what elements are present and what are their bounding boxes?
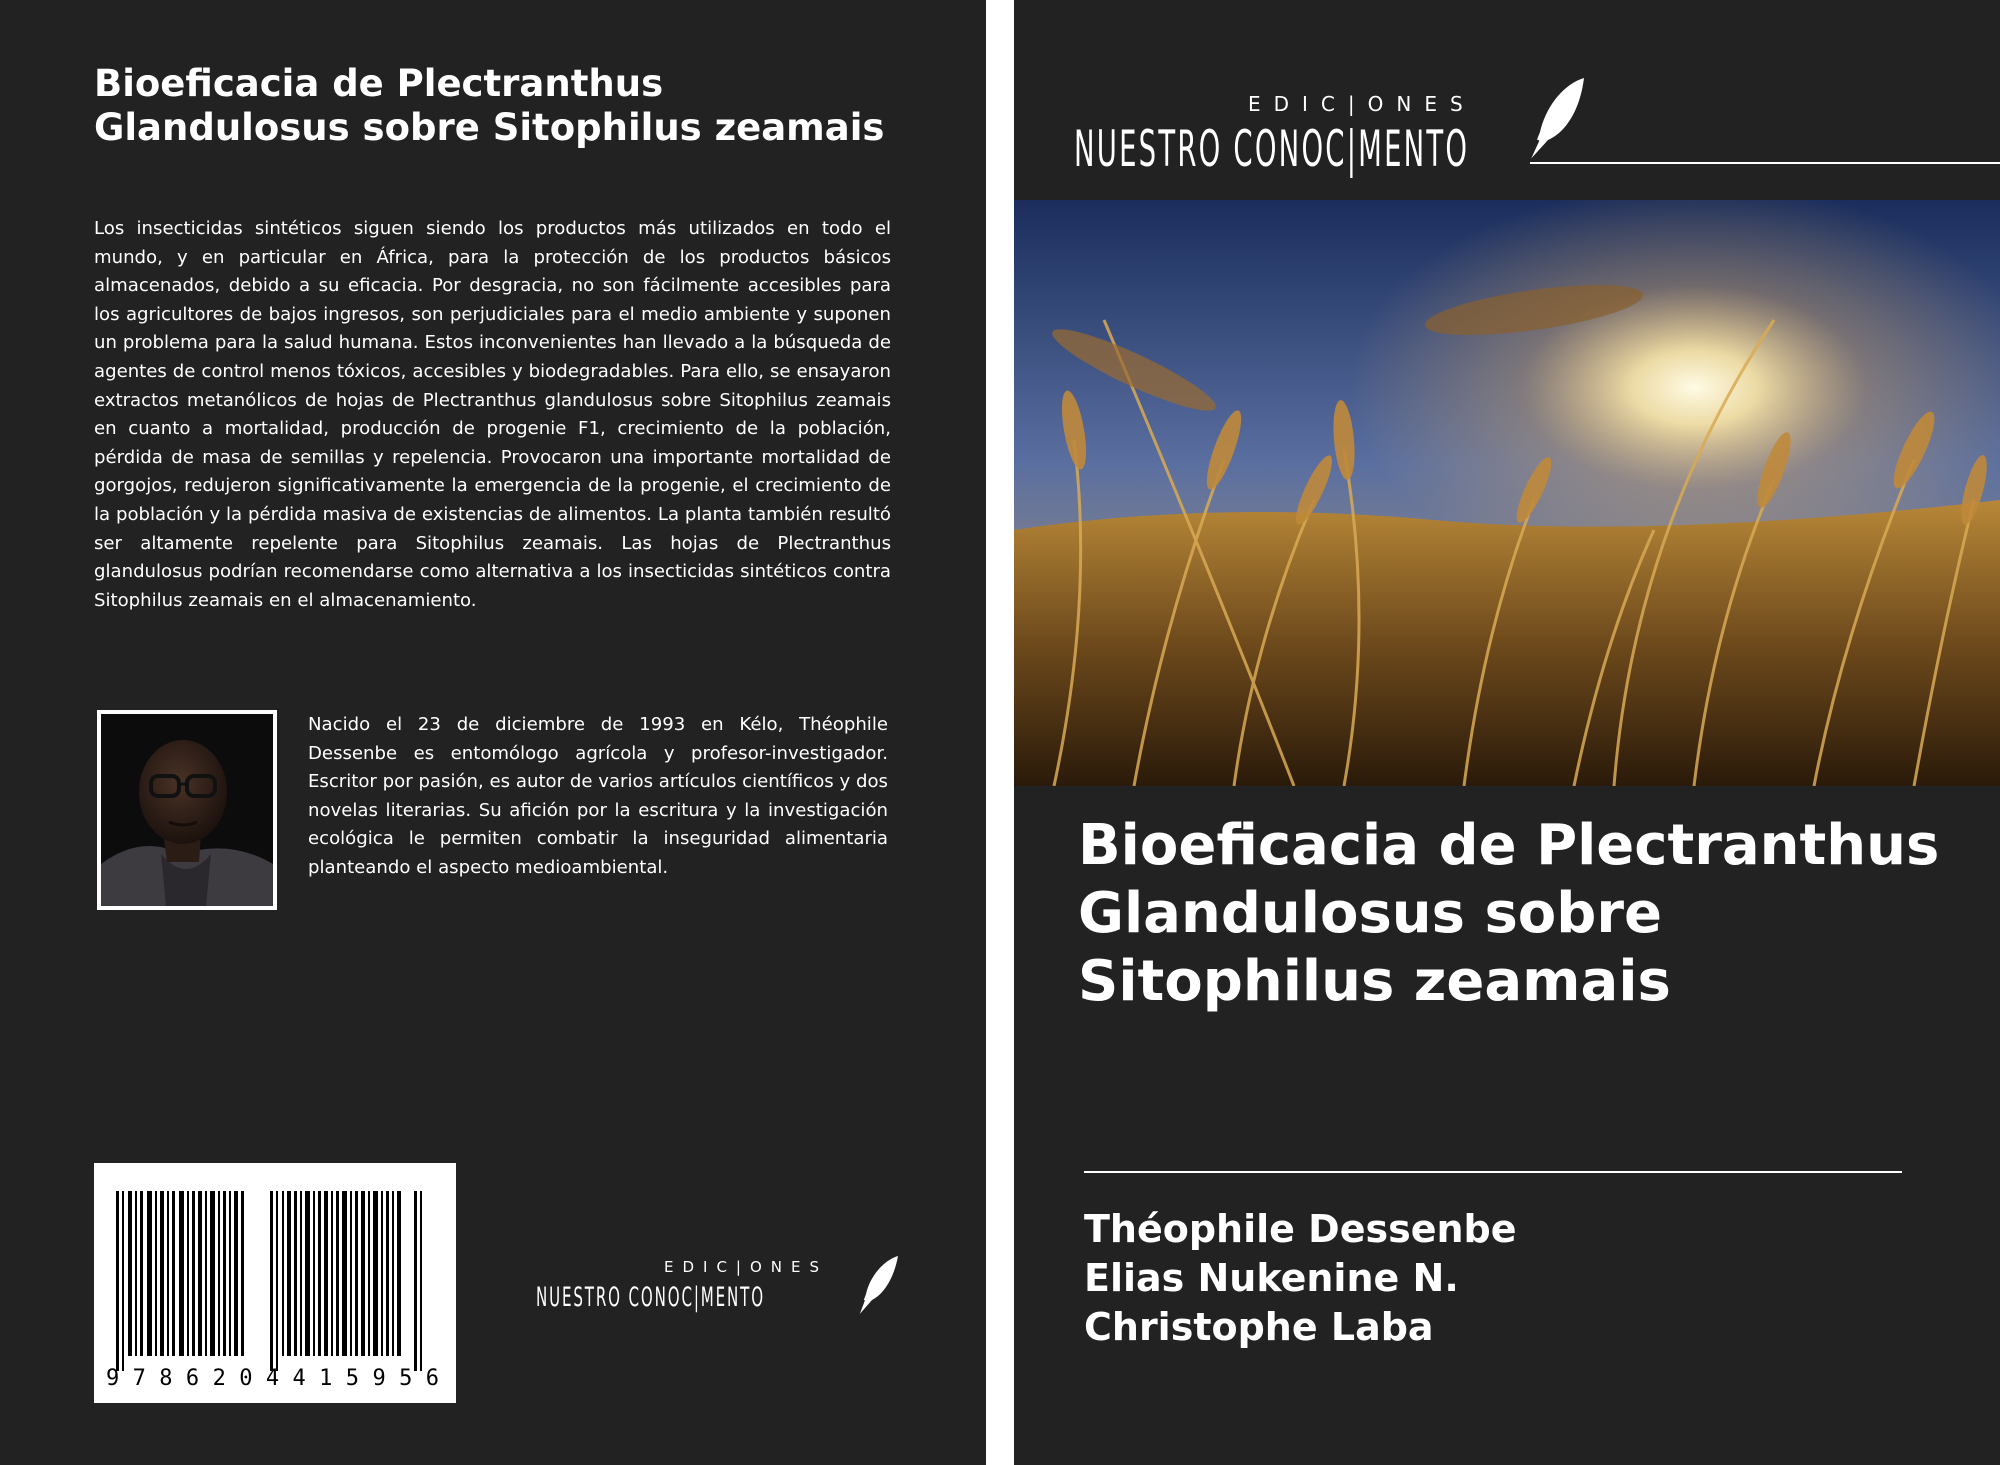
back-publisher-line1: EDIC|ONES [664,1258,829,1276]
front-cover [1014,0,2000,1465]
back-cover [0,0,986,1465]
author-name: Théophile Dessenbe [1084,1207,1517,1251]
cover-photo [1014,200,2000,786]
pen-nib-icon [1524,76,1588,166]
back-cover-summary: Los insecticidas sintéticos siguen siendo los productos más utilizados en todo el mundo, y en particular en África, para la protección de los productos básicos almacenados, debido a su eficacia. Por desgracia, no son fácilmente accesibles para los agricultores de bajos ingresos, son perjudiciales para el medio ambiente y suponen un problema para la salud humana. Estos inconvenientes han llevado a la búsqueda de agentes de control menos tóxicos, accesibles y biodegradables. Para ello, se ensayaron extractos metanólicos de hojas de Plectranthus glandulosus sobre Sitophilus zeamais en cuanto a mortalidad, producción de progenie F1, crecimiento de la población, pérdida de masa de semillas y repelencia. Provocaron una importante mortalidad de gorgojos, redujeron significativamente la emergencia de la progenie, el crecimiento de la población y la pérdida masiva de existencias de alimentos. La planta también resultó ser altamente repelente para Sitophilus zeamais. Las hojas de Plectranthus glandulosus podrían recomendarse como alternativa a los insecticidas sintéticos contra Sitophilus zeamais en el almacenamiento. [94,218,891,611]
header-rule [1530,162,2000,164]
author-portrait-image [101,714,273,906]
front-cover-title: Bioeficacia de Plectranthus Glandulosus sobre Sitophilus zeamais [1078,813,1940,1014]
author-photo [97,710,277,910]
back-publisher-line2: NUESTRO CONOC|MENTO [536,1282,765,1313]
author-name: Elias Nukenine N. [1084,1256,1459,1300]
front-publisher-logo [1074,70,1984,180]
isbn-barcode [94,1163,456,1403]
author-list [1084,1205,1964,1352]
wheat-field-image [1014,200,2000,786]
isbn-digits: 9786204415956 [106,1366,453,1391]
author-name: Christophe Laba [1084,1305,1434,1349]
front-publisher-line2: NUESTRO CONOC|MENTO [1074,120,1470,178]
front-publisher-line1: EDIC|ONES [1248,92,1476,116]
front-divider [1084,1171,1902,1173]
author-bio: Nacido el 23 de diciembre de 1993 en Kélo, Théophile Dessenbe es entomólogo agrícola y profesor-investigador. Escritor por pasión, es autor de varios artículos científicos y dos novelas literarias. Su afición por la escritura y la investigación ecológica le permiten combatir la inseguridad alimentaria planteando el aspecto medioambiental. [308,714,888,878]
back-cover-title: Bioeficacia de Plectranthus Glandulosus sobre Sitophilus zeamais [94,62,885,149]
pen-nib-icon [854,1254,902,1320]
back-publisher-logo [536,1252,906,1332]
